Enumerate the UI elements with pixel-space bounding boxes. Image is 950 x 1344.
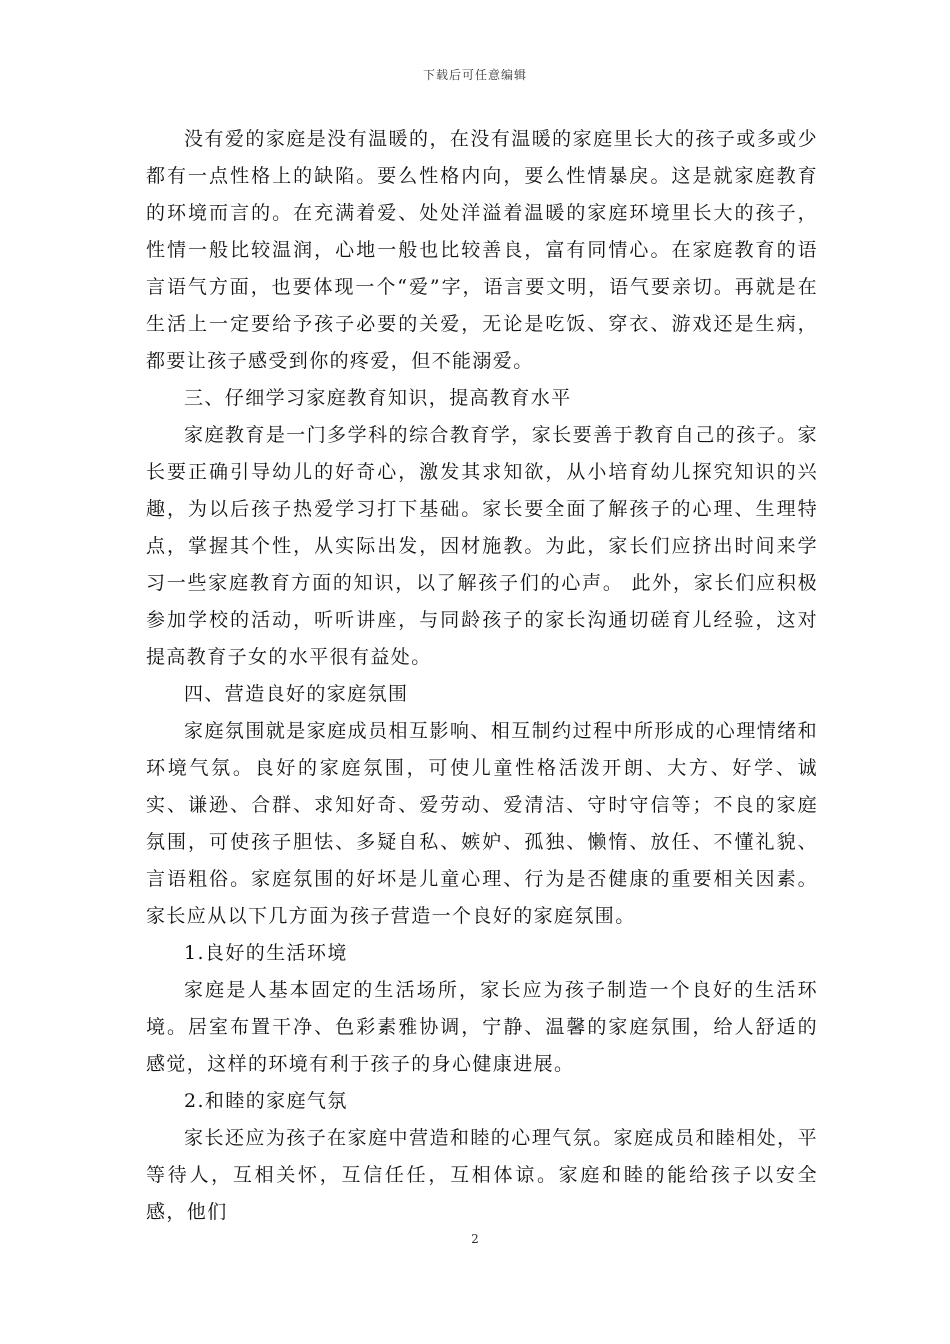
subsection-heading-2: 2.和睦的家庭气氛 [184,1090,348,1112]
paragraph-love-warmth: 没有爱的家庭是没有温暖的，在没有温暖的家庭里长大的孩子或多或少都有一点性格上的缺陷。要么性格内向，要么性情暴戾。这是就家庭教育的环境而言的。在充满着爱、处处洋溢着温暖的家庭环境里长大的孩子，性情一般比较温润，心地一般也比较善良，富有同情心。在家庭教育的语言语气方面，也要体现一个“爱”字，语言要文明，语气要亲切。再就是在生活上一定要给予孩子必要的关爱，无论是吃饭、穿衣、游戏还是生病，都要让孩子感受到你的疼爱，但不能溺爱。 [146,128,818,372]
page-number: 2 [471,1232,479,1246]
paragraph-harmonious-atmosphere: 家长还应为孩子在家庭中营造和睦的心理气氛。家庭成员和睦相处，平等待人，互相关怀，互信任任，互相体谅。家庭和睦的能给孩子以安全感，他们 [146,1127,818,1223]
paragraph-living-environment: 家庭是人基本固定的生活场所，家长应为孩子制造一个良好的生活环境。居室布置干净、色彩素雅协调，宁静、温馨的家庭氛围，给人舒适的感觉，这样的环境有利于孩子的身心健康进展。 [146,979,818,1075]
subsection-heading-1: 1.良好的生活环境 [184,942,348,964]
document-body [146,121,818,1231]
section-heading-3: 三、仔细学习家庭教育知识，提高教育水平 [184,387,572,409]
paragraph-family-education: 家庭教育是一门多学科的综合教育学，家长要善于教育自己的孩子。家长要正确引导幼儿的好奇心，激发其求知欲，从小培育幼儿探究知识的兴趣，为以后孩子热爱学习打下基础。家长要全面了解孩子的心理、生理特点，掌握其个性，从实际出发，因材施教。为此，家长们应挤出时间来学习一些家庭教育方面的知识，以了解孩子们的心声。 此外，家长们应积极参加学校的活动，听听讲座，与同龄孩子的家长沟通切磋育儿经验，这对提高教育子女的水平很有益处。 [146,424,818,668]
paragraph-family-atmosphere: 家庭氛围就是家庭成员相互影响、相互制约过程中所形成的心理情绪和环境气氛。良好的家庭氛围，可使儿童性格活泼开朗、大方、好学、诚实、谦逊、合群、求知好奇、爱劳动、爱清洁、守时守信等；不良的家庭氛围，可使孩子胆怯、多疑自私、嫉妒、孤独、懒惰、放任、不懂礼貌、言语粗俗。家庭氛围的好坏是儿童心理、行为是否健康的重要相关因素。家长应从以下几方面为孩子营造一个良好的家庭氛围。 [146,720,818,927]
section-heading-4: 四、营造良好的家庭氛围 [184,683,409,705]
page-header-note: 下载后可任意编辑 [422,68,527,82]
